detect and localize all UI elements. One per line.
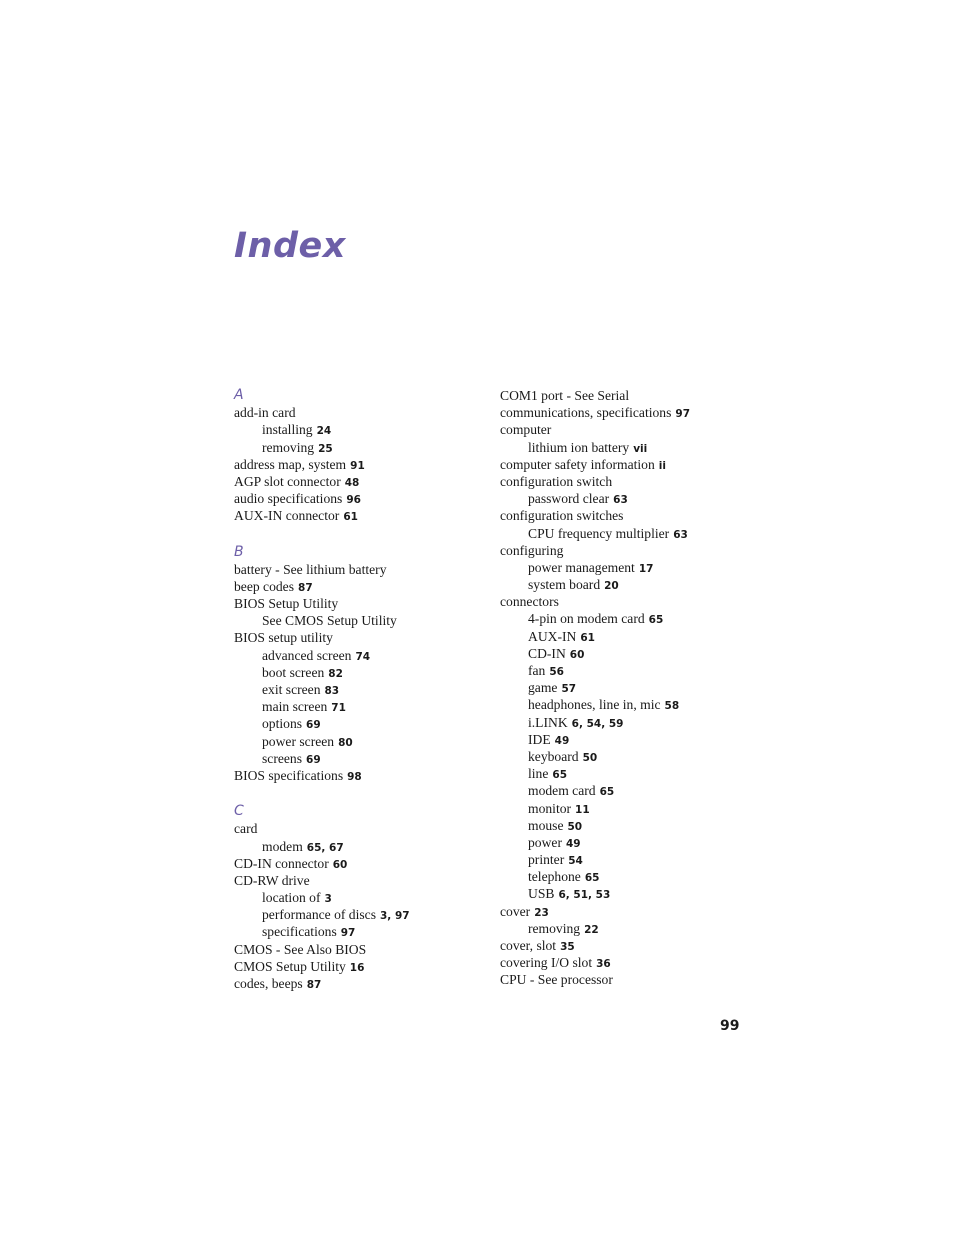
index-entry: [500, 473, 760, 490]
page-title: Index: [234, 226, 346, 266]
index-term: line: [528, 766, 549, 782]
index-term: power: [528, 834, 562, 850]
index-entry: [234, 595, 494, 612]
index-section-letter: B: [234, 543, 244, 560]
index-term: CMOS - See Also BIOS: [234, 941, 367, 957]
index-term: AUX-IN connector: [234, 508, 340, 524]
page-number: 99: [720, 1018, 740, 1034]
index-entry: [234, 855, 494, 872]
index-subentry: [234, 698, 494, 715]
index-term: keyboard: [528, 748, 579, 764]
index-page-refs: 65, 67: [306, 841, 344, 854]
index-subentry: [500, 731, 760, 748]
index-term: exit screen: [262, 682, 321, 697]
index-subentry: [500, 559, 760, 576]
index-page-refs: 91: [350, 459, 365, 472]
index-page-refs: 35: [560, 941, 575, 953]
index-subentry: [500, 851, 760, 868]
index-term: CD-RW drive: [234, 872, 310, 888]
index-subentry: [234, 681, 494, 698]
index-subentry: [234, 715, 494, 732]
index-subentry: [500, 885, 760, 902]
index-subentry: [500, 748, 760, 765]
index-subentry: [234, 923, 494, 940]
index-subentry: [234, 421, 494, 438]
section-gap: [234, 525, 494, 544]
index-page-refs: 96: [346, 494, 361, 507]
index-page-refs: 36: [596, 958, 611, 971]
index-entry: [500, 387, 760, 404]
index-column-left: [234, 387, 494, 992]
index-entry: [234, 561, 494, 578]
index-subentry: [500, 645, 760, 662]
index-page-refs: 54: [568, 855, 583, 868]
index-entry: [234, 490, 494, 507]
index-term: configuration switches: [500, 508, 624, 524]
index-subentry: [234, 612, 494, 629]
index-entry: [500, 507, 760, 524]
index-term: game: [528, 680, 558, 696]
index-subentry: [500, 800, 760, 817]
index-term: fan: [528, 663, 546, 678]
index-term: i.LINK: [528, 714, 568, 730]
index-subentry: [500, 696, 760, 713]
index-column-right: [500, 387, 760, 989]
index-subentry: [234, 647, 494, 664]
index-page-refs: 50: [567, 820, 583, 833]
index-page-refs: 25: [318, 442, 333, 455]
index-entry: [234, 473, 494, 490]
index-page-refs: 56: [549, 666, 564, 678]
index-entry: [234, 578, 494, 595]
index-term: CPU frequency multiplier: [528, 525, 670, 541]
index-subentry: [500, 765, 760, 782]
index-page-refs: 49: [565, 837, 581, 850]
index-page-refs: 83: [324, 685, 340, 697]
index-subentry: [234, 664, 494, 681]
index-page-refs: 65: [599, 786, 615, 799]
index-page-refs: 97: [340, 927, 356, 940]
index-entry: [234, 404, 494, 421]
index-term: system board: [528, 577, 601, 593]
index-term: audio specifications: [234, 491, 343, 507]
index-term: AUX-IN: [528, 628, 577, 644]
index-term: BIOS specifications: [234, 767, 344, 783]
index-term: performance of discs: [262, 907, 376, 923]
index-page-refs: 61: [343, 511, 358, 524]
index-term: printer: [528, 852, 565, 868]
index-term: add-in card: [234, 405, 296, 421]
index-entry: [500, 456, 760, 473]
index-term: cover, slot: [500, 938, 557, 953]
index-section-letter: A: [234, 387, 244, 403]
index-entry: [234, 507, 494, 524]
index-subentry: [500, 679, 760, 696]
index-entry: [234, 629, 494, 646]
index-term: power screen: [262, 733, 335, 749]
index-term: mouse: [528, 817, 564, 833]
index-page-refs: 24: [316, 425, 332, 438]
index-term: headphones, line in, mic: [528, 697, 661, 713]
index-term: main screen: [262, 699, 328, 715]
index-term: screens: [262, 750, 303, 766]
index-term: CPU - See processor: [500, 972, 613, 988]
index-term: IDE: [528, 731, 551, 747]
index-term: AGP slot connector: [234, 473, 341, 489]
index-subentry: [234, 838, 494, 855]
index-term: telephone: [528, 869, 581, 885]
index-subentry: [500, 920, 760, 937]
index-page-refs: 17: [638, 562, 654, 575]
index-subentry: [234, 906, 494, 923]
index-term: beep codes: [234, 578, 295, 594]
index-page-refs: 87: [298, 581, 313, 594]
section-gap: [234, 784, 494, 803]
index-page-refs: 3: [324, 893, 332, 906]
index-page-refs: 65: [648, 614, 664, 627]
index-term: boot screen: [262, 664, 325, 680]
index-page-refs: vii: [633, 442, 648, 455]
index-term: removing: [528, 920, 581, 936]
index-entry: [500, 954, 760, 971]
index-term: power management: [528, 559, 635, 575]
index-page-refs: 87: [306, 979, 322, 991]
index-subentry: [500, 576, 760, 593]
index-entry: [500, 542, 760, 559]
index-page-refs: 49: [554, 734, 570, 747]
index-term: USB: [528, 886, 555, 902]
index-subentry: [500, 714, 760, 731]
index-term: CD-IN: [528, 645, 566, 661]
index-page-refs: 57: [561, 683, 577, 696]
index-term: specifications: [262, 924, 337, 940]
index-page-refs: 50: [582, 751, 598, 764]
index-term: modem card: [528, 783, 596, 799]
index-entry: [500, 404, 760, 421]
index-page-refs: 22: [584, 923, 599, 936]
index-term: modem: [262, 838, 303, 854]
index-subentry: [500, 782, 760, 799]
index-page-refs: 3, 97: [380, 910, 410, 923]
index-entry: [500, 937, 760, 954]
index-page-refs: 69: [306, 753, 321, 766]
index-page-refs: 48: [344, 476, 360, 489]
index-page-refs: 61: [580, 631, 595, 644]
index-page-refs: 6, 54, 59: [571, 717, 624, 730]
index-term: computer safety information: [500, 456, 655, 472]
index-subentry: [500, 525, 760, 542]
index-term: options: [262, 716, 303, 732]
index-term: See CMOS Setup Utility: [262, 613, 397, 629]
index-subentry: [500, 439, 760, 456]
index-entry: [234, 872, 494, 889]
index-term: address map, system: [234, 456, 347, 472]
index-term: advanced screen: [262, 647, 352, 663]
index-subentry: [234, 889, 494, 906]
index-term: location of: [262, 890, 321, 906]
index-term: configuring: [500, 542, 564, 558]
index-subentry: [234, 750, 494, 767]
index-entry: [500, 971, 760, 988]
index-term: computer: [500, 422, 552, 438]
index-page-refs: 80: [338, 736, 353, 749]
index-subentry: [500, 610, 760, 627]
index-term: lithium ion battery: [528, 439, 630, 455]
index-page-refs: 65: [584, 872, 600, 885]
index-entry: [234, 975, 494, 992]
index-term: installing: [262, 422, 313, 438]
index-page-refs: 23: [534, 906, 549, 919]
index-term: CMOS Setup Utility: [234, 958, 346, 974]
index-term: communications, specifications: [500, 405, 672, 421]
index-page-refs: 69: [306, 719, 321, 732]
index-subentry: [500, 868, 760, 885]
index-page-refs: ii: [658, 459, 666, 472]
index-page-refs: 63: [673, 528, 688, 541]
index-entry: [234, 941, 494, 958]
index-subentry: [234, 439, 494, 456]
index-entry: [234, 767, 494, 784]
index-term: codes, beeps: [234, 976, 303, 991]
index-subentry: [500, 662, 760, 679]
index-term: configuration switch: [500, 473, 613, 489]
index-page-refs: 11: [575, 803, 590, 816]
index-term: covering I/O slot: [500, 955, 593, 971]
index-term: COM1 port - See Serial: [500, 388, 630, 403]
index-page-refs: 63: [613, 494, 628, 507]
index-term: cover: [500, 903, 531, 919]
index-term: BIOS setup utility: [234, 630, 333, 646]
index-page-refs: 6, 51, 53: [558, 889, 611, 902]
index-term: password clear: [528, 491, 610, 507]
index-subentry: [500, 834, 760, 851]
index-page-refs: 60: [569, 648, 585, 661]
index-subentry: [234, 733, 494, 750]
index-page-refs: 16: [349, 961, 365, 974]
index-entry: [500, 903, 760, 920]
index-entry: [234, 456, 494, 473]
index-entry: [500, 421, 760, 438]
index-term: monitor: [528, 800, 572, 816]
index-page-refs: 74: [355, 650, 371, 663]
index-subentry: [500, 817, 760, 834]
index-page-refs: 98: [347, 770, 362, 783]
index-page-refs: 97: [675, 408, 691, 421]
index-section-letter: C: [234, 803, 244, 820]
index-subentry: [500, 490, 760, 507]
index-term: CD-IN connector: [234, 855, 329, 871]
index-page-refs: 65: [552, 769, 568, 782]
index-term: 4-pin on modem card: [528, 611, 645, 627]
index-entry: [234, 820, 494, 837]
index-subentry: [500, 628, 760, 645]
index-term: removing: [262, 439, 315, 455]
index-term: BIOS Setup Utility: [234, 596, 339, 612]
index-term: connectors: [500, 594, 559, 610]
index-term: card: [234, 821, 258, 837]
index-page-refs: 82: [328, 667, 343, 680]
index-page-refs: 60: [332, 858, 348, 871]
index-entry: [234, 958, 494, 975]
index-page-refs: 58: [664, 700, 680, 713]
index-page-refs: 71: [331, 702, 346, 715]
index-page-refs: 20: [604, 580, 619, 593]
index-entry: [500, 593, 760, 610]
index-term: battery - See lithium battery: [234, 561, 387, 577]
